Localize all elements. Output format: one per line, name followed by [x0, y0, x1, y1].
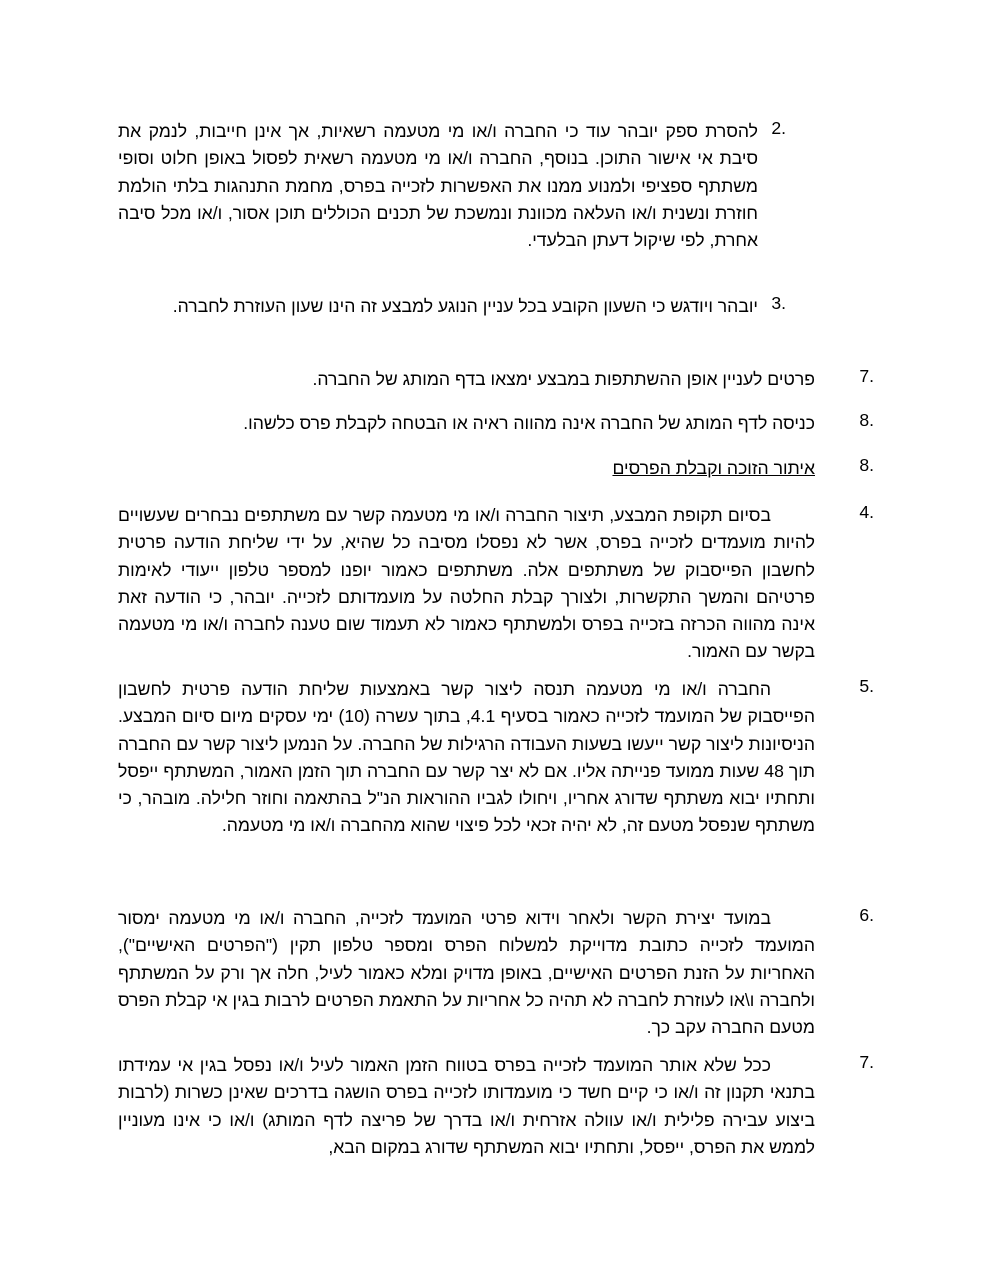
item-number: 8. [859, 410, 874, 430]
paragraph: ככל שלא אותר המועמד לזכייה בפרס בטווח הזמן האמור לעיל ו/או נפסל בגין אי עמידתו בתנאי תקנון זה ו/או כי קיים חשד כי מועמדותו לזכייה בפרס הושגה בדרכים שאינן כשרות (לרבות ביצוע עבירה פלילית ו/או עוולה אזרחית ו/או בדרך של פריצה לדף המותג) ו/או כי אינו מעוניין לממש את הפרס, ייפסל, ותחתיו יבוא המשתתף שדורג במקום הבא, [118, 1055, 815, 1157]
item-number: 7. [859, 1052, 874, 1072]
item-number: 5. [859, 676, 874, 696]
paragraph: פרטים לעניין אופן ההשתתפות במבצע ימצאו בדף המותג של החברה. [312, 369, 815, 389]
item-number: 8. [859, 455, 874, 475]
paragraph: כניסה לדף המותג של החברה אינה מהווה ראיה או הבטחה לקבלת פרס כלשהו. [243, 413, 815, 433]
item-number: 3. [771, 293, 786, 313]
section-heading: איתור הזוכה וקבלת הפרסים [612, 458, 815, 478]
paragraph: להסרת ספק יובהר עוד כי החברה ו/או מי מטעמה רשאיות, אך אינן חייבות, לנמק את סיבת אי אישור התוכן. בנוסף, החברה ו/או מי מטעמה רשאית לפסול באופן חלוט וסופי משתתף ספציפי ולמנוע ממנו את האפשרות לזכייה בפרס, מחמת התנהגות בלתי הולמת חוזרת ונשנית ו/או העלאה מכוונת ונמשכת של תכנים הכוללים תוכן אסור, ו/או מכל סיבה אחרת, לפי שיקול דעתן הבלעדי. [118, 121, 758, 251]
item-number: 6. [859, 905, 874, 925]
paragraph: החברה ו/או מי מטעמה תנסה ליצור קשר באמצעות שליחת הודעה פרטית לחשבון הפייסבוק של המועמד לזכייה כאמור בסעיף 4.1, בתוך עשרה (10) ימי עסקים מיום סיום המבצע. הניסיונות ליצור קשר ייעשו בשעות העבודה הרגילות של החברה. על הנמען ליצור קשר עם החברה תוך 48 שעות ממועד פנייתה אליו. אם לא יצר קשר עם החברה תוך הזמן האמור, המשתתף ייפסל ותחתיו יבוא משתתף שדורג אחריו, ויחולו לגביו ההוראות הנ"ל בהתאמה וחוזר חלילה. מובהר, כי משתתף שנפסל מטעם זה, לא יהיה זכאי לכל פיצוי שהוא מהחברה ו/או מי מטעמה. [118, 679, 816, 836]
paragraph: בסיום תקופת המבצע, תיצור החברה ו/או מי מטעמה קשר עם משתתפים נבחרים שעשויים להיות מועמדים לזכייה בפרס, אשר לא נפסלו מסיבה כל שהיא, על ידי שליחת הודעה פרטית לחשבון הפייסבוק של משתתפים אלה. משתתפים כאמור יופנו למספר טלפון ייעודי לאימות פרטיהם והמשך התקשרות, ולצורך קבלת החלטה על מועמדותם לזכייה. יובהר, כי הודעה זאת אינה מהווה הכרזה בזכייה בפרס ולמשתתף כאמור לא תעמוד שום טענה לחברה ו/או מי מטעמה בקשר עם האמור. [118, 505, 815, 662]
item-number: 2. [771, 118, 786, 138]
paragraph: במועד יצירת הקשר ולאחר וידוא פרטי המועמד לזכייה, החברה ו/או מי מטעמה ימסור המועמד לזכייה כתובת מדוייקת למשלוח הפרס ומספר טלפון תקין ("הפרטים האישיים"), האחריות על הזנת הפרטים האישיים, באופן מדויק ומלא כאמור לעיל, חלה אך ורק על המשתתף ולחברה ו\או לעוזרת לחברה לא תהיה כל אחריות על התאמת הפרטים לרבות בגין אי קבלת הפרס מטעם החברה עקב כך. [118, 908, 815, 1038]
paragraph: יובהר ויודגש כי השעון הקובע בכל עניין הנוגע למבצע זה הינו שעון העוזרת לחברה. [172, 296, 758, 316]
item-number: 4. [859, 502, 874, 522]
item-number: 7. [859, 366, 874, 386]
